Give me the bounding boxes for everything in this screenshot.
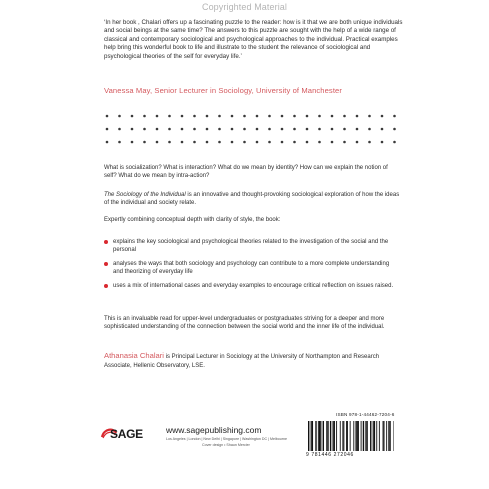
decorative-dot bbox=[331, 141, 334, 144]
barcode-bar bbox=[312, 421, 313, 451]
decorative-dot bbox=[306, 115, 309, 118]
decorative-dot bbox=[106, 141, 109, 144]
decorative-dot bbox=[356, 128, 359, 131]
barcode-bar bbox=[366, 421, 367, 451]
decorative-dot bbox=[381, 128, 384, 131]
decorative-dot bbox=[343, 141, 346, 144]
decorative-dot bbox=[156, 128, 159, 131]
barcode-bar bbox=[308, 421, 309, 451]
barcode-bar bbox=[358, 421, 359, 451]
barcode-bar bbox=[315, 421, 316, 451]
decorative-dot bbox=[393, 141, 396, 144]
decorative-dot bbox=[306, 128, 309, 131]
barcode-digits: 9 781446 272046 bbox=[306, 452, 354, 458]
decorative-dot bbox=[118, 115, 121, 118]
decorative-dot bbox=[118, 141, 121, 144]
endorsement-attribution: Vanessa May, Senior Lecturer in Sociology, University of Manchester bbox=[104, 86, 342, 95]
barcode-bar bbox=[365, 421, 366, 451]
decorative-dot bbox=[218, 141, 221, 144]
publisher-name: SAGE bbox=[110, 427, 143, 441]
decorative-dot bbox=[143, 128, 146, 131]
features-lead-in: Expertly combining conceptual depth with clarity of style, the book: bbox=[104, 217, 281, 223]
barcode-bar bbox=[311, 421, 312, 451]
decorative-dot bbox=[381, 115, 384, 118]
barcode-bar bbox=[336, 421, 337, 451]
barcode-bar bbox=[363, 421, 364, 451]
list-item bbox=[104, 282, 400, 290]
barcode-bar bbox=[383, 421, 384, 451]
decorative-dot bbox=[256, 128, 259, 131]
decorative-dot bbox=[231, 128, 234, 131]
publisher-cities: Los Angeles | London | New Delhi | Singapore | Washington DC | Melbourne bbox=[166, 437, 288, 441]
decorative-dot bbox=[181, 115, 184, 118]
decorative-dot bbox=[256, 115, 259, 118]
closing-paragraph: This is an invaluable read for upper-level undergraduates or postgraduates striving for a deeper and more sophisticated understanding of the connection between the social world and the inner life of the individual. bbox=[104, 316, 385, 330]
barcode-bar bbox=[379, 421, 380, 451]
decorative-dot bbox=[381, 141, 384, 144]
decorative-dot bbox=[143, 115, 146, 118]
decorative-dot bbox=[131, 128, 134, 131]
decorative-dot bbox=[393, 128, 396, 131]
decorative-dot bbox=[181, 128, 184, 131]
barcode-bar bbox=[388, 421, 389, 451]
decorative-dot-grid bbox=[104, 112, 404, 148]
decorative-dot bbox=[268, 115, 271, 118]
decorative-dot bbox=[281, 115, 284, 118]
barcode-bar bbox=[376, 421, 377, 451]
decorative-dot bbox=[331, 128, 334, 131]
barcode-bar bbox=[321, 421, 322, 451]
decorative-dot bbox=[243, 115, 246, 118]
barcode-bar bbox=[330, 421, 331, 451]
barcode-bar bbox=[353, 421, 354, 451]
decorative-dot bbox=[268, 128, 271, 131]
decorative-dot bbox=[206, 141, 209, 144]
isbn-label: ISBN 978-1-44462-7204-6 bbox=[336, 412, 395, 417]
barcode-bar bbox=[319, 421, 320, 451]
decorative-dot bbox=[168, 128, 171, 131]
barcode-bar bbox=[390, 421, 391, 451]
barcode-bar bbox=[355, 421, 356, 451]
decorative-dot bbox=[168, 115, 171, 118]
barcode-bar bbox=[334, 421, 335, 451]
decorative-dot bbox=[218, 115, 221, 118]
bullet-icon bbox=[104, 284, 108, 288]
copyright-watermark: Copyrighted Material bbox=[201, 2, 288, 12]
bullet-icon bbox=[104, 262, 108, 266]
barcode-bar bbox=[386, 421, 387, 451]
author-bio bbox=[104, 351, 400, 371]
book-title: The Sociology of the Individual bbox=[104, 192, 186, 198]
barcode-bar bbox=[370, 421, 371, 451]
decorative-dot bbox=[318, 115, 321, 118]
decorative-dot bbox=[206, 115, 209, 118]
decorative-dot bbox=[343, 128, 346, 131]
list-item bbox=[104, 238, 400, 254]
book-description-rest: is an innovative and thought-provoking sociological exploration of how the ideas of the individual and society relate. bbox=[104, 192, 400, 206]
barcode-bar bbox=[343, 421, 344, 451]
decorative-dot bbox=[331, 115, 334, 118]
barcode-bar bbox=[323, 421, 324, 451]
decorative-dot bbox=[131, 115, 134, 118]
barcode-bar bbox=[384, 421, 385, 451]
decorative-dot bbox=[368, 141, 371, 144]
decorative-dot bbox=[318, 141, 321, 144]
barcode-bar bbox=[357, 421, 358, 451]
barcode-bar bbox=[328, 421, 329, 451]
decorative-dot bbox=[231, 141, 234, 144]
barcode-bar bbox=[318, 421, 319, 451]
bullet-icon bbox=[104, 240, 108, 244]
decorative-dot bbox=[368, 115, 371, 118]
decorative-dot bbox=[368, 128, 371, 131]
barcode-bar bbox=[361, 421, 362, 451]
decorative-dot bbox=[306, 141, 309, 144]
barcode-bar bbox=[340, 421, 341, 451]
decorative-dot bbox=[168, 141, 171, 144]
decorative-dot bbox=[118, 128, 121, 131]
barcode-bar bbox=[346, 421, 347, 451]
barcode-bar bbox=[333, 421, 334, 451]
decorative-dot bbox=[293, 115, 296, 118]
decorative-dot bbox=[156, 115, 159, 118]
decorative-dot bbox=[143, 141, 146, 144]
list-item-text: analyses the ways that both sociology and psychology can contribute to a more complete understanding and theorizing of everyday life bbox=[113, 261, 390, 275]
decorative-dot bbox=[281, 128, 284, 131]
decorative-dot bbox=[343, 115, 346, 118]
decorative-dot bbox=[131, 141, 134, 144]
author-name: Athanasia Chalari bbox=[104, 351, 164, 360]
barcode-bar bbox=[373, 421, 374, 451]
decorative-dot bbox=[193, 128, 196, 131]
feature-list bbox=[104, 238, 400, 296]
decorative-dot bbox=[356, 115, 359, 118]
list-item bbox=[104, 260, 400, 276]
decorative-dot bbox=[106, 115, 109, 118]
decorative-dot bbox=[243, 141, 246, 144]
publisher-url[interactable]: www.sagepublishing.com bbox=[166, 425, 262, 435]
decorative-dot bbox=[293, 128, 296, 131]
author-bio-text: is Principal Lecturer in Sociology at the University of Northampton and Research Associate, Hellenic Observatory, LSE. bbox=[104, 354, 380, 369]
list-item-text: uses a mix of international cases and everyday examples to encourage critical reflection on issues raised. bbox=[113, 283, 394, 289]
barcode-bar bbox=[342, 421, 343, 451]
decorative-dot bbox=[156, 141, 159, 144]
decorative-dot bbox=[243, 128, 246, 131]
list-item-text: explains the key sociological and psychological theories related to the investigation of the social and the personal bbox=[113, 239, 389, 253]
decorative-dot bbox=[193, 115, 196, 118]
barcode-bar bbox=[374, 421, 375, 451]
endorsement-quote: ‘In her book , Chalari offers up a fascinating puzzle to the reader: how is it that we are both unique individuals and social beings at the same time? The answers to this puzzle are sought with the help of a wide range of classical and contemporary sociological and psychological approaches to the individual. Practical examples help bring this wonderful book to life and illustrate to the student the relevance of sociological and psychological theories of the self for everyday life.’ bbox=[104, 19, 403, 60]
barcode-bar bbox=[350, 421, 351, 451]
decorative-dot bbox=[206, 128, 209, 131]
intro-questions: What is socialization? What is interaction? What do we mean by identity? How can we explain the notion of self? What do we mean by intra-action? bbox=[104, 165, 388, 179]
barcode-bar bbox=[394, 421, 395, 451]
decorative-dot bbox=[268, 141, 271, 144]
decorative-dot bbox=[256, 141, 259, 144]
decorative-dot bbox=[231, 115, 234, 118]
decorative-dot bbox=[193, 141, 196, 144]
decorative-dot bbox=[393, 115, 396, 118]
decorative-dot bbox=[218, 128, 221, 131]
decorative-dot bbox=[281, 141, 284, 144]
barcode-bar bbox=[326, 421, 327, 451]
cover-design-credit: Cover design • Shaun Mercier bbox=[202, 443, 250, 447]
decorative-dot bbox=[356, 141, 359, 144]
decorative-dot bbox=[293, 141, 296, 144]
book-description bbox=[104, 191, 400, 207]
barcode-bar bbox=[347, 421, 348, 451]
decorative-dot bbox=[318, 128, 321, 131]
decorative-dot bbox=[181, 141, 184, 144]
decorative-dot bbox=[106, 128, 109, 131]
